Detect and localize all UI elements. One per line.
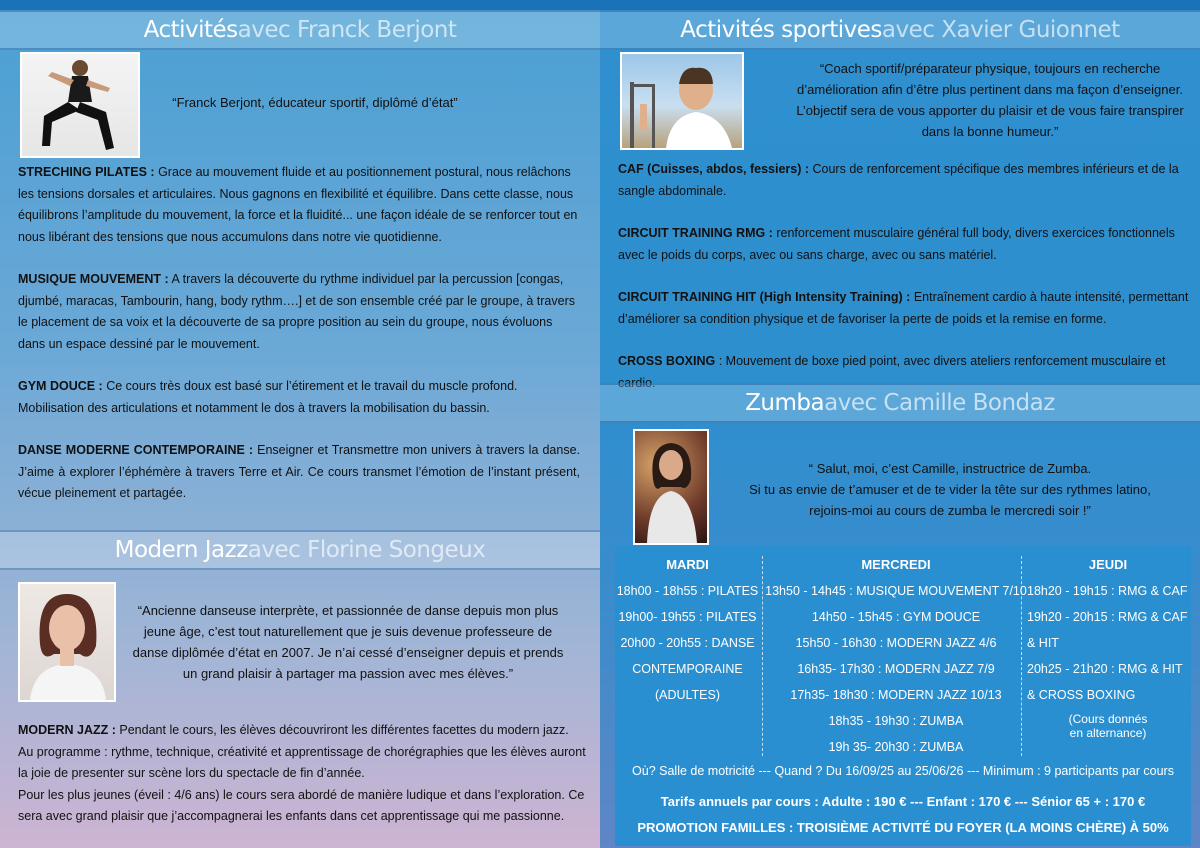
paragraph-modern-jazz	[18, 720, 592, 828]
top-strip	[0, 0, 1200, 10]
schedule-entry: 19h 35- 20h30 : ZUMBA	[828, 740, 964, 754]
section-title-modern-jazz	[0, 530, 600, 570]
day-heading: MERCREDI	[861, 557, 931, 572]
label: DANSE MODERNE CONTEMPORAINE :	[18, 443, 254, 457]
title-rest: avec Franck Berjont	[237, 17, 457, 43]
title-strong: Zumba	[745, 390, 825, 416]
paragraph-streching-pilates	[18, 162, 580, 248]
note-line: en alternance)	[1069, 726, 1147, 740]
day-heading: MARDI	[666, 557, 709, 572]
text: Pendant le cours, les élèves découvriront les différentes facettes du modern jazz.	[115, 723, 569, 737]
label: CIRCUIT TRAINING RMG :	[618, 226, 773, 240]
schedule-box	[615, 546, 1191, 846]
paragraph-musique-mouvement	[18, 269, 580, 355]
title-rest: avec Florine Songeux	[247, 537, 486, 563]
promo-line: PROMOTION FAMILLES : TROISIÈME ACTIVITÉ DU FOYER (LA MOINS CHÈRE) À 50%	[637, 820, 1169, 835]
schedule-note	[1027, 712, 1189, 740]
paragraph-gym-douce	[18, 376, 580, 419]
franck-quote: “Franck Berjont, éducateur sportif, diplômé d’état”	[172, 95, 458, 110]
xavier-photo	[620, 52, 744, 150]
paragraph-danse-moderne	[18, 440, 580, 505]
quote-line: “ Salut, moi, c’est Camille, instructrice de Zumba.	[808, 461, 1092, 476]
schedule-entry: 19h20 - 20h15 : RMG & CAF	[1027, 610, 1188, 624]
label: CAF (Cuisses, abdos, fessiers) :	[618, 162, 810, 176]
schedule-column-mercredi	[765, 552, 1027, 760]
schedule-entry: & CROSS BOXING	[1027, 688, 1136, 702]
note-line: (Cours donnés	[1068, 712, 1148, 726]
schedule-entry: 14h50 - 15h45 : GYM DOUCE	[811, 610, 981, 624]
quote-line: Si tu as envie de t’amuser et de te vider la tête sur des rythmes latino,	[749, 482, 1151, 497]
schedule-entry: 20h00 - 20h55 : DANSE	[620, 636, 755, 650]
schedule-entry: 20h25 - 21h20 : RMG & HIT	[1027, 662, 1183, 676]
schedule-entry: 18h20 - 19h15 : RMG & CAF	[1027, 584, 1188, 598]
day-heading: JEUDI	[1088, 557, 1128, 572]
text: Enseigner et Transmettre mon univers à travers la danse. J’aime à explorer l’éphémère à travers Terre et Air. Ce cours transmet l’émotion de l’instant présent, vécue pleinement et partagée.	[18, 443, 581, 500]
text: : Mouvement de boxe pied point, avec divers ateliers renforcement musculaire et cardio.	[618, 354, 1166, 390]
label: GYM DOUCE :	[18, 379, 103, 393]
schedule-entry: (ADULTES)	[654, 688, 721, 702]
schedule-entry: CONTEMPORAINE	[632, 662, 743, 676]
xavier-quote: “Coach sportif/préparateur physique, toujours en recherche d’amélioration afin d’être plus pertinent dans ma façon d’enseigner. L’objectif sera de vous apporter du plaisir et de vous faire transpirer dans la bonne humeur.”	[796, 61, 1184, 139]
label: CROSS BOXING	[618, 354, 716, 368]
column-divider	[1021, 556, 1022, 756]
label: MODERN JAZZ :	[18, 723, 116, 737]
schedule-info: Où? Salle de motricité --- Quand ? Du 16/09/25 au 25/06/26 --- Minimum : 9 participants par cours	[632, 764, 1174, 778]
paragraph-caf	[618, 159, 1192, 202]
tarifs-line: Tarifs annuels par cours : Adulte : 190 € --- Enfant : 170 € --- Sénior 65 + : 170 €	[660, 794, 1146, 809]
schedule-entry: 16h35- 17h30 : MODERN JAZZ 7/9	[797, 662, 995, 676]
paragraph-circuit-rmg	[618, 223, 1192, 266]
title-rest: avec Camille Bondaz	[824, 390, 1055, 416]
title-strong: Modern Jazz	[114, 537, 248, 563]
schedule-column-mardi	[615, 552, 760, 708]
schedule-entry: 18h35 - 19h30 : ZUMBA	[828, 714, 964, 728]
schedule-entry: 13h50 - 14h45 : MUSIQUE MOUVEMENT 7/10	[765, 584, 1027, 598]
section-title-xavier	[600, 10, 1200, 50]
label: CIRCUIT TRAINING HIT (High Intensity Training) :	[618, 290, 911, 304]
paragraph-circuit-hit	[618, 287, 1192, 330]
label: MUSIQUE MOUVEMENT :	[18, 272, 169, 286]
schedule-entry: 18h00 - 18h55 : PILATES	[616, 584, 759, 598]
schedule-entry: 15h50 - 16h30 : MODERN JAZZ 4/6	[795, 636, 997, 650]
section-title-franck	[0, 10, 600, 50]
florine-quote: “Ancienne danseuse interprète, et passionnée de danse depuis mon plus jeune âge, c’est tout naturellement que je suis devenue professeure de danse diplômée d’état en 2007. Je n’ai cessé d’enseigner depuis et prends un grand plaisir à partager ma passion avec mes élèves.”	[132, 603, 564, 681]
text: Entraînement cardio à haute intensité, permettant d’améliorer sa condition physique et de favoriser la perte de poids et la remise en forme.	[618, 290, 1189, 326]
text: renforcement musculaire général full body, divers exercices fonctionnels avec le poids du corps, avec ou sans charge, avec ou sans matériel.	[618, 226, 1175, 262]
title-strong: Activités	[143, 17, 238, 43]
text: Grace au mouvement fluide et au positionnement postural, nous relâchons les tensions dorsales et articulaires. Nous gagnons en flexibilité et équilibre. Dans cette classe, nous équilibrons l’amplitude du mouvement, la force et la fluidité... une façon idéale de se renforcer tout en nous libérant des tensions que nous accumulons dans notre vie quotidienne.	[18, 165, 578, 244]
text-programme: Au programme : rythme, technique, créativité et apprentissage de chorégraphies que les élèves auront la joie de presenter sur scène lors du spectacle de fin d’année.	[18, 744, 586, 780]
camille-quote	[720, 458, 1180, 521]
schedule-entry: & HIT	[1027, 636, 1059, 650]
schedule-column-jeudi	[1027, 552, 1189, 740]
franck-photo	[20, 52, 140, 158]
title-strong: Activités sportives	[680, 17, 882, 43]
quote-line: rejoins-moi au cours de zumba le mercredi soir !”	[809, 503, 1091, 518]
text: Ce cours très doux est basé sur l’étirement et le travail du muscle profond. Mobilisation des articulations et notamment le dos à travers la mobilisation du bassin.	[18, 379, 518, 415]
text-young: Pour les plus jeunes (éveil : 4/6 ans) le cours sera abordé de manière ludique et dans l’exploration. Ce sera avec grand plaisir que j’accompagnerai les enfants dans cet apprentissage qui me passionne.	[18, 787, 585, 823]
florine-photo	[18, 582, 116, 702]
text: Cours de renforcement spécifique des membres inférieurs et de la sangle abdominale.	[618, 162, 1179, 198]
title-rest: avec Xavier Guionnet	[881, 17, 1120, 43]
text: A travers la découverte du rythme individuel par la percussion [congas, djumbé, maracas, Tambourin, hang, body rythm….] et de son ensemble créé par le groupe, à travers le placement de sa voix et la découverte de sa propre position au sein du groupe, nous évoluons dans un espace dessiné par le mouvement.	[18, 272, 576, 351]
column-divider	[762, 556, 763, 756]
label: STRECHING PILATES :	[18, 165, 155, 179]
schedule-entry: 17h35- 18h30 : MODERN JAZZ 10/13	[790, 688, 1002, 702]
camille-photo	[633, 429, 709, 545]
section-title-zumba	[600, 383, 1200, 423]
schedule-entry: 19h00- 19h55 : PILATES	[618, 610, 757, 624]
